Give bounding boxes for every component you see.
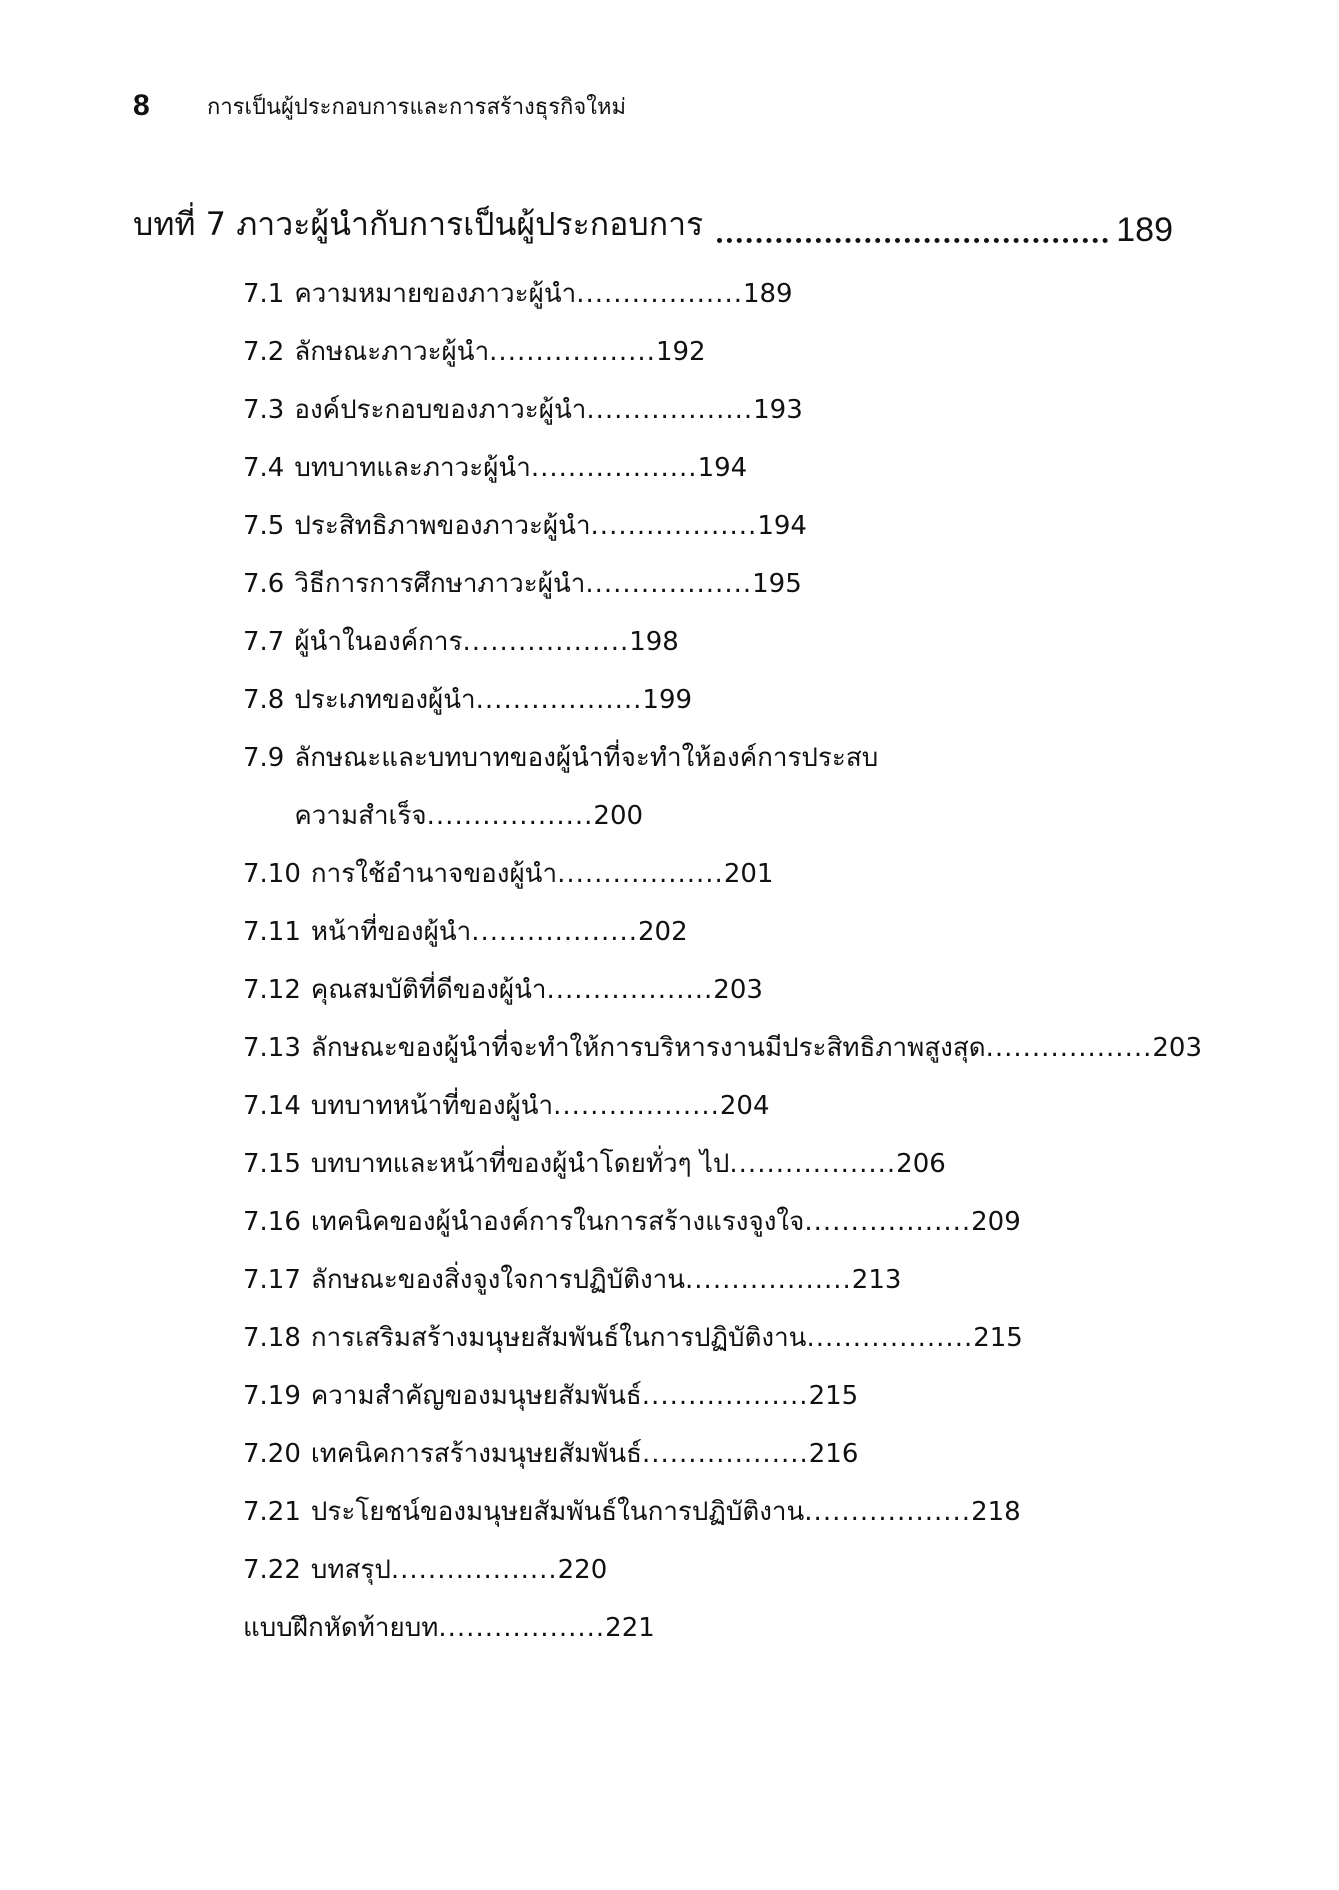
toc-entry: [243, 1019, 1202, 1077]
toc-entry: [243, 613, 1173, 671]
toc-leader-dots: ..................: [729, 1149, 897, 1179]
toc-leader-dots: ..................: [475, 685, 643, 715]
toc-entry-page: 215: [808, 1381, 859, 1411]
toc-entry-number: 7.14: [243, 1091, 301, 1121]
toc-entry: [243, 1309, 1173, 1367]
toc-entry-text: [294, 671, 692, 729]
toc-entry-page: 204: [719, 1091, 770, 1121]
toc-entry-number: 7.7: [243, 627, 285, 657]
toc-leader-dots: ..................: [553, 1091, 720, 1121]
toc-entry: [243, 555, 1173, 613]
toc-entry-title: บทสรุป: [310, 1555, 391, 1585]
toc-entry-number: 7.16: [243, 1207, 301, 1237]
toc-entry-page: 194: [757, 511, 807, 541]
toc-leader-dots: ..................: [426, 801, 594, 831]
toc-leader-dots: ..................: [641, 1439, 809, 1469]
toc-entry-text: [311, 1483, 1021, 1541]
toc-entry-title: ประโยชน์ของมนุษยสัมพันธ์ในการปฏิบัติงาน: [310, 1497, 805, 1527]
toc-entry-text: [311, 845, 774, 903]
toc-entry-title: บทบาทหน้าที่ของผู้นำ: [310, 1091, 554, 1121]
toc-leader-dots: ..................: [576, 279, 743, 309]
toc-entry-title: คุณสมบัติที่ดีของผู้นำ: [310, 975, 547, 1005]
toc-leader-dots: ..................: [390, 1555, 558, 1585]
toc-entry-title: ประสิทธิภาพของภาวะผู้นำ: [294, 511, 591, 541]
toc-leader-dots: ..................: [685, 1265, 852, 1295]
toc-entry: [243, 323, 1173, 381]
toc-entry-page: 189: [742, 279, 793, 309]
toc-entry-title: องค์ประกอบของภาวะผู้นำ: [294, 395, 587, 425]
toc-entry-text: [294, 265, 792, 323]
toc-leader-dots: ..................: [546, 975, 714, 1005]
toc-entry-number: 7.3: [243, 395, 285, 425]
toc-entry: [243, 1135, 1173, 1193]
toc-entry-page: 213: [851, 1265, 902, 1295]
toc-entry: [243, 1193, 1173, 1251]
toc-entry-text: [311, 1077, 770, 1135]
page-number: 8: [133, 89, 150, 122]
toc-entry: [243, 1425, 1173, 1483]
toc-entry-title: ลักษณะของผู้นำที่จะทำให้การบริหารงานมีประสิทธิภาพสูงสุด: [310, 1033, 986, 1063]
toc-entry-page: 203: [713, 975, 763, 1005]
toc-entry-number: 7.8: [243, 685, 285, 715]
toc-entry-number: 7.22: [243, 1555, 301, 1585]
toc-entry-title: แบบฝึกหัดท้ายบท: [243, 1613, 439, 1643]
toc-entry-text: [294, 613, 679, 671]
toc-leader-dots: ..................: [806, 1323, 974, 1353]
toc-entry-text: [294, 323, 705, 381]
toc-entry-number: 7.18: [243, 1323, 301, 1353]
toc-entry-title: ความสำคัญของมนุษยสัมพันธ์: [310, 1381, 642, 1411]
toc-entry: [243, 265, 1173, 323]
chapter-page-number: 189: [1116, 211, 1173, 249]
toc-entry-page: 218: [971, 1497, 1021, 1527]
toc-leader-dots: ..................: [804, 1207, 972, 1237]
toc-entry-page: 206: [896, 1149, 946, 1179]
toc-leader-dots: ..................: [489, 337, 656, 367]
toc-entry-text: [294, 729, 914, 845]
toc-entry: [243, 381, 1173, 439]
toc-entry-text: [311, 1367, 858, 1425]
toc-entry-text: [311, 1309, 1023, 1367]
table-of-contents: [243, 265, 1202, 1657]
page-header: [133, 86, 626, 126]
chapter-leader-dots: [717, 238, 1108, 243]
toc-entry-number: 7.21: [243, 1497, 301, 1527]
toc-entry: [243, 1599, 1173, 1657]
toc-entry-title: ผู้นำในองค์การ: [294, 627, 463, 657]
toc-entry-title: ความหมายของภาวะผู้นำ: [294, 279, 577, 309]
toc-leader-dots: ..................: [585, 569, 753, 599]
toc-entry-page: 209: [971, 1207, 1021, 1237]
toc-entry-page: 199: [642, 685, 693, 715]
toc-leader-dots: ..................: [438, 1613, 606, 1643]
toc-entry-text: [311, 1019, 1202, 1077]
toc-entry: [243, 671, 1173, 729]
toc-entry-page: 215: [973, 1323, 1023, 1353]
toc-entry-text: [294, 381, 802, 439]
toc-entry: [243, 439, 1173, 497]
toc-leader-dots: ..................: [804, 1497, 972, 1527]
running-title: การเป็นผู้ประกอบการและการสร้างธุรกิจใหม่: [207, 94, 626, 120]
toc-entry-page: 216: [808, 1439, 859, 1469]
toc-leader-dots: ..................: [471, 917, 638, 947]
toc-leader-dots: ..................: [462, 627, 630, 657]
toc-entry-number: 7.12: [243, 975, 301, 1005]
toc-leader-dots: ..................: [641, 1381, 809, 1411]
toc-entry-text: [311, 1425, 859, 1483]
toc-leader-dots: ..................: [590, 511, 758, 541]
toc-entry-text: [311, 1251, 902, 1309]
toc-entry-number: 7.6: [243, 569, 285, 599]
toc-entry-title: หน้าที่ของผู้นำ: [310, 917, 472, 947]
toc-entry-title: การใช้อำนาจของผู้นำ: [310, 859, 558, 889]
toc-entry-page: 203: [1152, 1033, 1202, 1063]
toc-entry-title: ลักษณะของสิ่งจูงใจการปฏิบัติงาน: [310, 1265, 686, 1295]
toc-entry-page: 194: [697, 453, 748, 483]
toc-entry-page: 221: [605, 1613, 655, 1643]
toc-entry-number: 7.5: [243, 511, 285, 541]
toc-leader-dots: ..................: [557, 859, 724, 889]
toc-entry-text: [311, 961, 763, 1019]
chapter-title: บทที่ 7 ภาวะผู้นำกับการเป็นผู้ประกอบการ: [133, 205, 704, 243]
toc-leader-dots: ..................: [530, 453, 698, 483]
toc-entry: [243, 1483, 1173, 1541]
toc-entry-title: บทบาทและหน้าที่ของผู้นำโดยทั่วๆ ไป: [310, 1149, 730, 1179]
toc-entry-number: 7.4: [243, 453, 285, 483]
toc-entry-number: 7.11: [243, 917, 301, 947]
toc-entry-text: [294, 439, 747, 497]
toc-entry: [243, 729, 1173, 845]
toc-entry-number: 7.17: [243, 1265, 301, 1295]
toc-entry-number: 7.20: [243, 1439, 301, 1469]
toc-entry: [243, 1541, 1173, 1599]
toc-entry: [243, 845, 1173, 903]
toc-entry-page: 198: [629, 627, 679, 657]
toc-entry-page: 200: [593, 801, 644, 831]
toc-entry-text: [294, 497, 807, 555]
toc-entry-title: วิธีการการศึกษาภาวะผู้นำ: [294, 569, 586, 599]
toc-entry-page: 195: [752, 569, 802, 599]
toc-entry-text: [311, 1135, 946, 1193]
toc-entry-title: ประเภทของผู้นำ: [294, 685, 476, 715]
toc-entry-text: [294, 555, 801, 613]
toc-entry-number: 7.10: [243, 859, 301, 889]
toc-entry-page: 201: [723, 859, 774, 889]
toc-entry-text: [243, 1599, 655, 1657]
toc-entry: [243, 961, 1173, 1019]
toc-entry-title: การเสริมสร้างมนุษยสัมพันธ์ในการปฏิบัติงาน: [310, 1323, 807, 1353]
toc-entry: [243, 903, 1173, 961]
toc-entry-title: เทคนิคการสร้างมนุษยสัมพันธ์: [310, 1439, 642, 1469]
toc-entry-page: 202: [638, 917, 688, 947]
toc-entry: [243, 497, 1173, 555]
toc-entry-title: บทบาทและภาวะผู้นำ: [294, 453, 531, 483]
chapter-heading: [133, 200, 1173, 250]
toc-entry-text: [311, 1193, 1021, 1251]
toc-leader-dots: ..................: [586, 395, 754, 425]
toc-leader-dots: ..................: [985, 1033, 1153, 1063]
toc-entry-number: 7.9: [243, 743, 285, 773]
toc-entry-number: 7.15: [243, 1149, 301, 1179]
toc-entry-page: 193: [753, 395, 803, 425]
toc-entry-page: 192: [655, 337, 706, 367]
toc-entry-page: 220: [557, 1555, 608, 1585]
toc-entry: [243, 1077, 1173, 1135]
toc-entry-text: [311, 1541, 607, 1599]
toc-entry-text: [311, 903, 688, 961]
toc-entry: [243, 1367, 1173, 1425]
toc-entry-title: ลักษณะภาวะผู้นำ: [294, 337, 490, 367]
toc-entry-title: เทคนิคของผู้นำองค์การในการสร้างแรงจูงใจ: [310, 1207, 805, 1237]
toc-entry-number: 7.19: [243, 1381, 301, 1411]
toc-entry-number: 7.1: [243, 279, 285, 309]
toc-entry-title: ลักษณะและบทบาทของผู้นำที่จะทำให้องค์การประสบความสำเร็จ: [294, 743, 879, 831]
toc-entry-number: 7.13: [243, 1033, 301, 1063]
toc-entry: [243, 1251, 1173, 1309]
toc-entry-number: 7.2: [243, 337, 285, 367]
